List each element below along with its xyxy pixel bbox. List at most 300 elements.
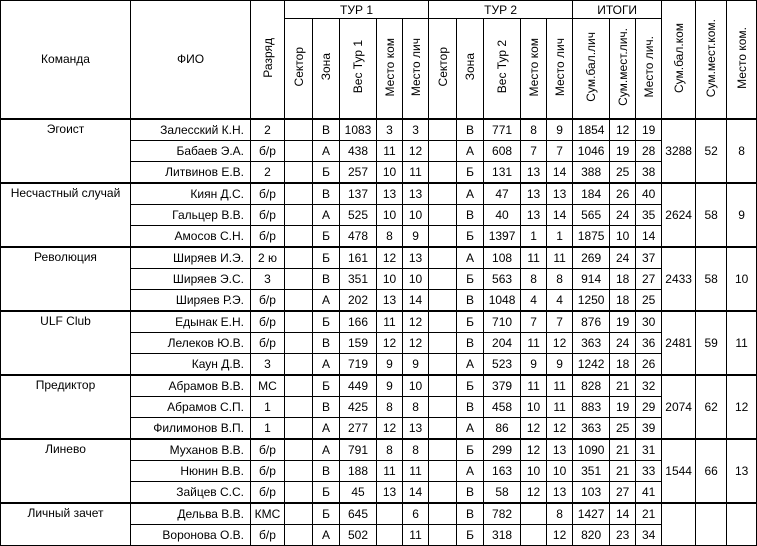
fio-cell: Гальцер В.В.: [131, 204, 251, 225]
place-team-2-cell: 9: [521, 353, 547, 375]
place-pers-1-cell: 12: [403, 332, 429, 353]
header-place-pers-1-label: Место лич: [408, 37, 423, 96]
place-pers-1-cell: 10: [403, 375, 429, 397]
zone-1-cell: А: [313, 140, 340, 161]
place-pers-1-cell: 8: [403, 439, 429, 461]
place-pers-total-cell: 35: [636, 204, 662, 225]
zone-1-cell: Б: [313, 247, 340, 269]
zone-1-cell: В: [313, 460, 340, 481]
weight-2-cell: 299: [484, 439, 521, 461]
place-pers-total-cell: 31: [636, 439, 662, 461]
weight-1-cell: 161: [340, 247, 377, 269]
zone-2-cell: А: [457, 140, 484, 161]
sector-1-cell: [285, 332, 313, 353]
place-team-2-cell: 1: [521, 225, 547, 247]
place-pers-total-cell: 38: [636, 161, 662, 183]
team-place-cell: 13: [727, 439, 757, 503]
place-pers-total-cell: 36: [636, 332, 662, 353]
zone-2-cell: Б: [457, 311, 484, 333]
zone-2-cell: Б: [457, 439, 484, 461]
weight-1-cell: 791: [340, 439, 377, 461]
sector-2-cell: [429, 417, 457, 439]
sum-place-pers-cell: 21: [610, 439, 636, 461]
place-pers-2-cell: 11: [547, 396, 573, 417]
weight-2-cell: 563: [484, 268, 521, 289]
fio-cell: Муханов В.В.: [131, 439, 251, 461]
sum-pts-pers-cell: 876: [573, 311, 610, 333]
zone-1-cell: А: [313, 289, 340, 311]
sum-place-pers-cell: 18: [610, 268, 636, 289]
sector-2-cell: [429, 268, 457, 289]
place-pers-2-cell: 13: [547, 481, 573, 503]
team-place-cell: [727, 503, 757, 546]
zone-2-cell: А: [457, 417, 484, 439]
sector-1-cell: [285, 481, 313, 503]
weight-2-cell: 47: [484, 183, 521, 205]
sum-pts-pers-cell: 363: [573, 417, 610, 439]
sector-1-cell: [285, 311, 313, 333]
rank-cell: б/р: [251, 183, 285, 205]
sum-pts-pers-cell: 1875: [573, 225, 610, 247]
header-sector-1: [285, 19, 313, 119]
weight-2-cell: 1397: [484, 225, 521, 247]
place-pers-2-cell: 12: [547, 332, 573, 353]
sum-place-pers-cell: 21: [610, 375, 636, 397]
header-tour1: ТУР 1: [285, 1, 429, 19]
sector-2-cell: [429, 524, 457, 545]
fio-cell: Залесский К.Н.: [131, 119, 251, 141]
sum-pts-pers-cell: 1046: [573, 140, 610, 161]
place-pers-1-cell: 10: [403, 204, 429, 225]
sum-place-pers-cell: 21: [610, 460, 636, 481]
sum-pts-pers-cell: 1854: [573, 119, 610, 141]
zone-2-cell: А: [457, 183, 484, 205]
rank-cell: б/р: [251, 225, 285, 247]
zone-1-cell: А: [313, 439, 340, 461]
team-sum-pts-cell: 2074: [662, 375, 696, 439]
sum-place-pers-cell: 19: [610, 311, 636, 333]
team-sum-place-cell: 52: [696, 119, 727, 183]
place-team-2-cell: 12: [521, 439, 547, 461]
place-pers-2-cell: 14: [547, 204, 573, 225]
fio-cell: Ширяев Э.С.: [131, 268, 251, 289]
zone-2-cell: А: [457, 353, 484, 375]
place-pers-1-cell: 11: [403, 460, 429, 481]
zone-2-cell: Б: [457, 524, 484, 545]
place-team-1-cell: 10: [377, 268, 403, 289]
sum-place-pers-cell: 26: [610, 183, 636, 205]
sum-place-pers-cell: 24: [610, 204, 636, 225]
header-place-pers-2: [547, 19, 573, 119]
sector-1-cell: [285, 161, 313, 183]
zone-1-cell: В: [313, 268, 340, 289]
sector-1-cell: [285, 268, 313, 289]
header-sum-pts-pers: [573, 19, 610, 119]
header-place-pers-total-label: Место лич.: [641, 36, 656, 98]
place-pers-total-cell: 30: [636, 311, 662, 333]
weight-2-cell: 458: [484, 396, 521, 417]
sector-2-cell: [429, 225, 457, 247]
table-row: [1, 503, 757, 525]
rank-cell: б/р: [251, 481, 285, 503]
sector-2-cell: [429, 353, 457, 375]
sector-2-cell: [429, 439, 457, 461]
place-team-2-cell: 13: [521, 161, 547, 183]
header-place-pers-total: [636, 19, 662, 119]
rank-cell: б/р: [251, 311, 285, 333]
sector-1-cell: [285, 503, 313, 525]
place-pers-1-cell: 6: [403, 503, 429, 525]
sector-1-cell: [285, 375, 313, 397]
place-pers-2-cell: 13: [547, 439, 573, 461]
sector-1-cell: [285, 204, 313, 225]
place-team-2-cell: 12: [521, 417, 547, 439]
place-pers-total-cell: 19: [636, 119, 662, 141]
weight-1-cell: 277: [340, 417, 377, 439]
sum-place-pers-cell: 24: [610, 247, 636, 269]
place-pers-total-cell: 34: [636, 524, 662, 545]
zone-1-cell: А: [313, 524, 340, 545]
fio-cell: Абрамов С.П.: [131, 396, 251, 417]
place-team-1-cell: 11: [377, 140, 403, 161]
place-pers-1-cell: 13: [403, 183, 429, 205]
sum-place-pers-cell: 23: [610, 524, 636, 545]
zone-2-cell: В: [457, 396, 484, 417]
weight-2-cell: 782: [484, 503, 521, 525]
place-pers-total-cell: 28: [636, 140, 662, 161]
place-pers-2-cell: 13: [547, 183, 573, 205]
place-team-1-cell: 8: [377, 396, 403, 417]
place-pers-2-cell: 7: [547, 140, 573, 161]
weight-1-cell: 478: [340, 225, 377, 247]
place-pers-total-cell: 41: [636, 481, 662, 503]
weight-2-cell: 86: [484, 417, 521, 439]
weight-1-cell: 1083: [340, 119, 377, 141]
header-place-team-1: [377, 19, 403, 119]
zone-2-cell: В: [457, 289, 484, 311]
sum-pts-pers-cell: 184: [573, 183, 610, 205]
sum-pts-pers-cell: 351: [573, 460, 610, 481]
place-team-2-cell: 10: [521, 396, 547, 417]
fio-cell: Ширяев Р.Э.: [131, 289, 251, 311]
header-sum-pts-pers-label: Сум.бал.лич: [584, 31, 599, 102]
sum-pts-pers-cell: 269: [573, 247, 610, 269]
sum-pts-pers-cell: 1242: [573, 353, 610, 375]
team-place-cell: 10: [727, 247, 757, 311]
weight-2-cell: 131: [484, 161, 521, 183]
team-sum-pts-cell: 2433: [662, 247, 696, 311]
fio-cell: Воронова О.В.: [131, 524, 251, 545]
zone-1-cell: В: [313, 183, 340, 205]
team-sum-place-cell: 62: [696, 375, 727, 439]
sum-pts-pers-cell: 565: [573, 204, 610, 225]
header-rank: [251, 1, 285, 119]
fio-cell: Зайцев С.С.: [131, 481, 251, 503]
rank-cell: б/р: [251, 460, 285, 481]
team-sum-pts-cell: [662, 503, 696, 546]
team-name: Линево: [1, 439, 131, 503]
team-place-cell: 11: [727, 311, 757, 375]
sector-1-cell: [285, 417, 313, 439]
place-team-1-cell: [377, 503, 403, 525]
place-pers-2-cell: 12: [547, 524, 573, 545]
weight-2-cell: 1048: [484, 289, 521, 311]
place-team-2-cell: 11: [521, 247, 547, 269]
zone-2-cell: А: [457, 247, 484, 269]
weight-2-cell: 608: [484, 140, 521, 161]
rank-cell: 2 ю: [251, 247, 285, 269]
place-pers-1-cell: 14: [403, 289, 429, 311]
fio-cell: Ширяев И.Э.: [131, 247, 251, 269]
place-team-1-cell: 12: [377, 417, 403, 439]
place-pers-2-cell: 12: [547, 417, 573, 439]
sector-2-cell: [429, 119, 457, 141]
sum-pts-pers-cell: 914: [573, 268, 610, 289]
place-team-1-cell: 10: [377, 204, 403, 225]
place-pers-2-cell: 11: [547, 247, 573, 269]
weight-1-cell: 719: [340, 353, 377, 375]
zone-1-cell: А: [313, 417, 340, 439]
place-team-2-cell: [521, 524, 547, 545]
zone-1-cell: А: [313, 204, 340, 225]
header-place-team-1-label: Место ком: [382, 37, 397, 96]
fio-cell: Литвинов Е.В.: [131, 161, 251, 183]
sum-pts-pers-cell: 103: [573, 481, 610, 503]
place-pers-total-cell: 39: [636, 417, 662, 439]
place-team-2-cell: 4: [521, 289, 547, 311]
place-pers-2-cell: 8: [547, 503, 573, 525]
table-row: [1, 375, 757, 397]
sum-pts-pers-cell: 1090: [573, 439, 610, 461]
fio-cell: Филимонов В.П.: [131, 417, 251, 439]
place-team-1-cell: 12: [377, 247, 403, 269]
place-pers-2-cell: 14: [547, 161, 573, 183]
weight-1-cell: 137: [340, 183, 377, 205]
header-weight-2: [484, 19, 521, 119]
header-totals: ИТОГИ: [573, 1, 662, 19]
place-pers-total-cell: 26: [636, 353, 662, 375]
header-sum-pts-team: [662, 1, 696, 119]
rank-cell: КМС: [251, 503, 285, 525]
sum-place-pers-cell: 18: [610, 353, 636, 375]
place-team-1-cell: 13: [377, 289, 403, 311]
table-row: [1, 439, 757, 461]
rank-cell: 3: [251, 268, 285, 289]
sum-place-pers-cell: 25: [610, 161, 636, 183]
header-place-pers-1: [403, 19, 429, 119]
place-pers-total-cell: 27: [636, 268, 662, 289]
sector-2-cell: [429, 204, 457, 225]
sum-place-pers-cell: 24: [610, 332, 636, 353]
sector-1-cell: [285, 140, 313, 161]
zone-1-cell: Б: [313, 481, 340, 503]
place-pers-1-cell: 8: [403, 396, 429, 417]
header-sum-place-team-label: Сум.мест.ком.: [704, 18, 719, 97]
zone-1-cell: Б: [313, 503, 340, 525]
header-tour2: ТУР 2: [429, 1, 573, 19]
place-team-1-cell: 12: [377, 332, 403, 353]
header-sum-place-pers: [610, 19, 636, 119]
zone-1-cell: В: [313, 119, 340, 141]
fio-cell: Нюнин В.В.: [131, 460, 251, 481]
team-sum-pts-cell: 2624: [662, 183, 696, 247]
header-zone-2-label: Зона: [463, 53, 478, 81]
team-sum-place-cell: [696, 503, 727, 546]
place-pers-2-cell: 4: [547, 289, 573, 311]
header-weight-1: [340, 19, 377, 119]
sector-2-cell: [429, 247, 457, 269]
sector-2-cell: [429, 161, 457, 183]
place-team-2-cell: 11: [521, 332, 547, 353]
weight-2-cell: 204: [484, 332, 521, 353]
header-zone-2: [457, 19, 484, 119]
place-team-2-cell: 8: [521, 119, 547, 141]
place-pers-2-cell: 7: [547, 311, 573, 333]
header-place-team-2-label: Место ком: [526, 37, 541, 96]
sector-1-cell: [285, 439, 313, 461]
place-pers-2-cell: 11: [547, 375, 573, 397]
fio-cell: Абрамов В.В.: [131, 375, 251, 397]
zone-1-cell: Б: [313, 225, 340, 247]
place-team-2-cell: 10: [521, 460, 547, 481]
weight-1-cell: 525: [340, 204, 377, 225]
zone-2-cell: В: [457, 332, 484, 353]
rank-cell: 2: [251, 119, 285, 141]
zone-2-cell: В: [457, 503, 484, 525]
weight-2-cell: 163: [484, 460, 521, 481]
rank-cell: 1: [251, 396, 285, 417]
sum-pts-pers-cell: 363: [573, 332, 610, 353]
place-team-1-cell: 11: [377, 311, 403, 333]
zone-2-cell: В: [457, 119, 484, 141]
table-row: [1, 311, 757, 333]
rank-cell: б/р: [251, 140, 285, 161]
sector-2-cell: [429, 460, 457, 481]
zone-2-cell: В: [457, 204, 484, 225]
team-name: Предиктор: [1, 375, 131, 439]
rank-cell: б/р: [251, 439, 285, 461]
team-sum-pts-cell: 3288: [662, 119, 696, 183]
weight-2-cell: 771: [484, 119, 521, 141]
header-weight-1-label: Вес Тур 1: [351, 40, 365, 94]
sector-1-cell: [285, 396, 313, 417]
place-pers-2-cell: 10: [547, 460, 573, 481]
weight-2-cell: 108: [484, 247, 521, 269]
weight-1-cell: 159: [340, 332, 377, 353]
weight-2-cell: 523: [484, 353, 521, 375]
zone-2-cell: А: [457, 460, 484, 481]
header-place-team-total: [727, 1, 757, 119]
sector-2-cell: [429, 140, 457, 161]
header-zone-1: [313, 19, 340, 119]
zone-2-cell: Б: [457, 225, 484, 247]
sum-pts-pers-cell: 1250: [573, 289, 610, 311]
place-pers-total-cell: 37: [636, 247, 662, 269]
place-pers-1-cell: 12: [403, 140, 429, 161]
place-pers-1-cell: 12: [403, 311, 429, 333]
weight-1-cell: 166: [340, 311, 377, 333]
header-sum-place-pers-label: Сум.мест.лич.: [615, 27, 630, 106]
header-sector-2: [429, 19, 457, 119]
header-team: Команда: [1, 1, 131, 119]
team-sum-pts-cell: 1544: [662, 439, 696, 503]
place-team-2-cell: 11: [521, 375, 547, 397]
place-team-1-cell: 8: [377, 439, 403, 461]
sector-2-cell: [429, 332, 457, 353]
place-team-1-cell: [377, 524, 403, 545]
place-team-2-cell: 8: [521, 268, 547, 289]
place-pers-2-cell: 8: [547, 268, 573, 289]
place-team-1-cell: 9: [377, 353, 403, 375]
place-pers-total-cell: 29: [636, 396, 662, 417]
rank-cell: 1: [251, 417, 285, 439]
place-team-2-cell: 12: [521, 481, 547, 503]
header-sector-2-label: Сектор: [435, 47, 450, 87]
zone-2-cell: В: [457, 481, 484, 503]
sum-pts-pers-cell: 1427: [573, 503, 610, 525]
team-sum-place-cell: 58: [696, 183, 727, 247]
place-team-2-cell: 7: [521, 140, 547, 161]
team-sum-place-cell: 58: [696, 247, 727, 311]
place-team-1-cell: 8: [377, 225, 403, 247]
place-team-2-cell: 13: [521, 204, 547, 225]
sector-2-cell: [429, 183, 457, 205]
place-pers-1-cell: 3: [403, 119, 429, 141]
weight-1-cell: 502: [340, 524, 377, 545]
place-team-1-cell: 13: [377, 183, 403, 205]
place-team-1-cell: 10: [377, 161, 403, 183]
team-sum-place-cell: 59: [696, 311, 727, 375]
sector-2-cell: [429, 375, 457, 397]
sector-2-cell: [429, 311, 457, 333]
rank-cell: 3: [251, 353, 285, 375]
weight-2-cell: 40: [484, 204, 521, 225]
team-sum-pts-cell: 2481: [662, 311, 696, 375]
sum-pts-pers-cell: 820: [573, 524, 610, 545]
sector-1-cell: [285, 225, 313, 247]
team-name: Эгоист: [1, 119, 131, 183]
zone-2-cell: Б: [457, 375, 484, 397]
weight-1-cell: 45: [340, 481, 377, 503]
place-pers-2-cell: 1: [547, 225, 573, 247]
weight-1-cell: 188: [340, 460, 377, 481]
weight-1-cell: 438: [340, 140, 377, 161]
sum-place-pers-cell: 19: [610, 396, 636, 417]
place-pers-total-cell: 32: [636, 375, 662, 397]
fio-cell: Лелеков Ю.В.: [131, 332, 251, 353]
fio-cell: Едынак Е.Н.: [131, 311, 251, 333]
fio-cell: Киян Д.С.: [131, 183, 251, 205]
place-team-1-cell: 13: [377, 481, 403, 503]
weight-2-cell: 318: [484, 524, 521, 545]
sector-2-cell: [429, 481, 457, 503]
sector-1-cell: [285, 353, 313, 375]
zone-1-cell: Б: [313, 311, 340, 333]
rank-cell: б/р: [251, 524, 285, 545]
sum-place-pers-cell: 27: [610, 481, 636, 503]
team-name: Несчастный случай: [1, 183, 131, 247]
table-row: [1, 119, 757, 141]
header-place-team-total-label: Место ком.: [734, 26, 749, 89]
rank-cell: б/р: [251, 332, 285, 353]
zone-1-cell: Б: [313, 161, 340, 183]
team-name: Личный зачет: [1, 503, 131, 546]
sum-pts-pers-cell: 828: [573, 375, 610, 397]
fio-cell: Каун Д.В.: [131, 353, 251, 375]
sector-1-cell: [285, 524, 313, 545]
header-fio: ФИО: [131, 1, 251, 119]
place-pers-total-cell: 14: [636, 225, 662, 247]
